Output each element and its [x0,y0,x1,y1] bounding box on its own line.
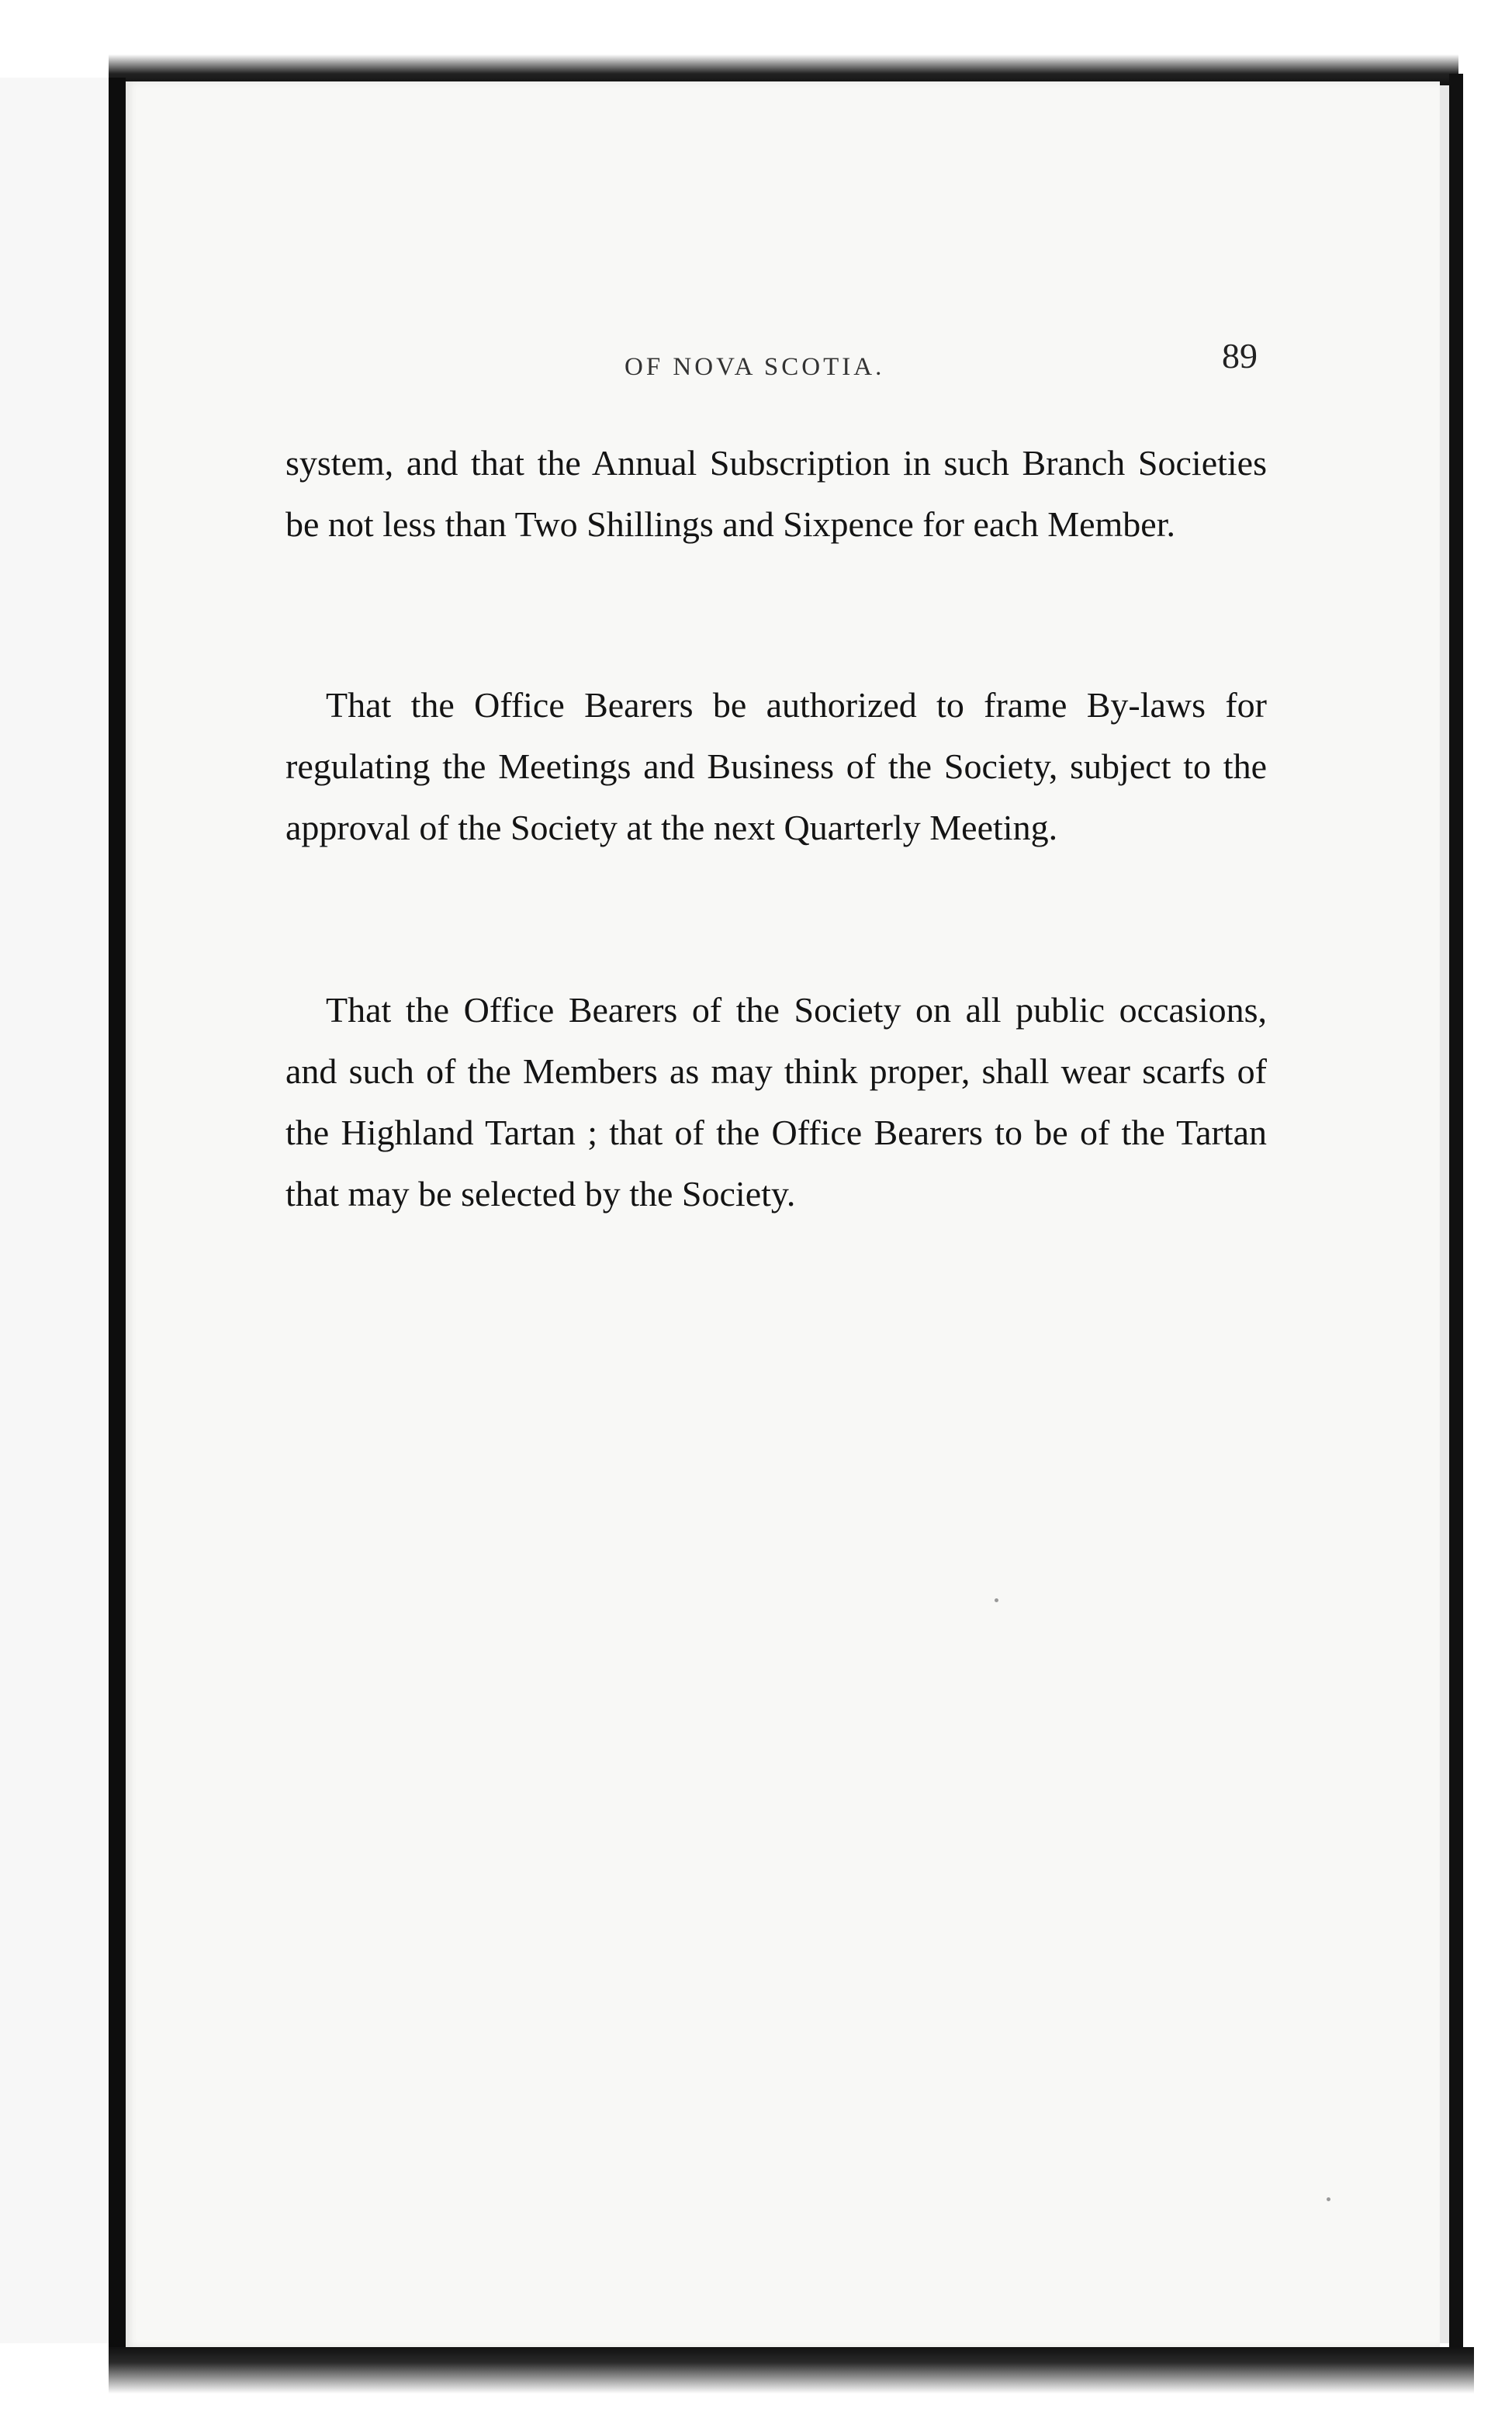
page-number: 89 [1222,336,1258,376]
paper-speck [1327,2197,1330,2201]
paragraph-bylaws: That the Office Bearers be authorized to frame By-laws for regulating the Meetings and Business of the Society, subject to the approval of the Society at the next Quarterly Meeting. [285,685,1267,847]
scan-top-edge [109,0,1458,85]
paper-speck [995,1598,998,1602]
running-head: OF NOVA SCOTIA. [625,353,885,381]
paragraph-tartan-scarfs: That the Office Bearers of the Society on all public occasions, and such of the Members as may think proper, shall wear scarfs of the Highland Tartan ; that of the Office Bearers to be of the Tartan that may be selected by the Society. [285,990,1267,1214]
book-gutter [109,78,126,2351]
scan-bottom-edge [109,2347,1474,2434]
facing-page-edge [0,78,113,2343]
paragraph-branch-societies: system, and that the Annual Subscription in such Branch Societies be not less than Two Shillings and Sixpence for each Member. [285,443,1267,544]
page-fore-edge [1440,85,1449,2343]
scan-right-edge [1449,74,1463,2347]
